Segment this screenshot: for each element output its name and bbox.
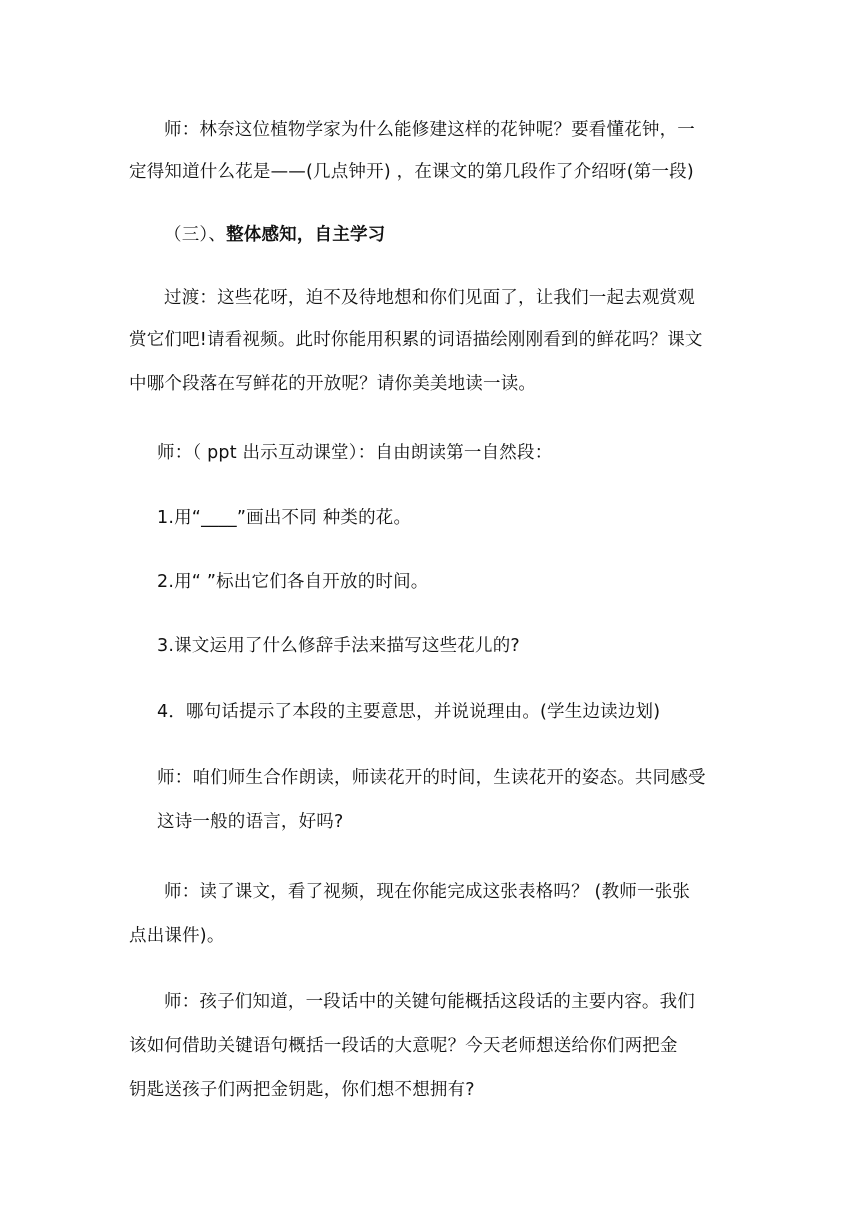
section-heading-title: 整体感知，自主学习 (226, 225, 386, 245)
task-4: 4．哪句话提示了本段的主要意思，并说说理由。(学生边读边划) (157, 702, 661, 722)
paragraph-4-line-1: 师：咱们师生合作朗读，师读花开的时间，生读花开的姿态。共同感受 (157, 768, 706, 788)
paragraph-2-line-3: 中哪个段落在写鲜花的开放呢？请你美美地读一读。 (129, 374, 537, 394)
paragraph-1-line-1: 师：林奈这位植物学家为什么能修建这样的花钟呢？要看懂花钟，一 (164, 120, 695, 140)
task-1: 1.用“____”画出不同 种类的花。 (157, 508, 412, 528)
section-heading-prefix: （三）、 (164, 225, 227, 245)
paragraph-5-line-1: 师：读了课文，看了视频，现在你能完成这张表格吗？ (教师一张张 (164, 882, 691, 902)
paragraph-2-line-1: 过渡：这些花呀，迫不及待地想和你们见面了，让我们一起去观赏观 (164, 288, 695, 308)
paragraph-2-line-2: 赏它们吧!请看视频。此时你能用积累的词语描绘刚刚看到的鲜花吗？课文 (129, 330, 703, 350)
paragraph-6-line-1: 师：孩子们知道，一段话中的关键句能概括这段话的主要内容。我们 (164, 992, 695, 1012)
task-3: 3.课文运用了什么修辞手法来描写这些花儿的? (157, 636, 520, 656)
paragraph-6-line-2: 该如何借助关键语句概括一段话的大意呢？今天老师想送给你们两把金 (129, 1036, 678, 1056)
paragraph-3: 师：（ ppt 出示互动课堂）：自由朗读第一自然段： (157, 443, 553, 463)
task-2: 2.用“ ”标出它们各自开放的时间。 (157, 572, 429, 592)
paragraph-6-line-3: 钥匙送孩子们两把金钥匙，你们想不想拥有? (129, 1080, 475, 1100)
paragraph-5-line-2: 点出课件)。 (129, 926, 225, 946)
paragraph-4-line-2: 这诗一般的语言，好吗? (157, 812, 344, 832)
paragraph-1-line-2: 定得知道什么花是——(几点钟开) ，在课文的第几段作了介绍呀(第一段) (129, 162, 694, 182)
section-heading (164, 223, 385, 247)
